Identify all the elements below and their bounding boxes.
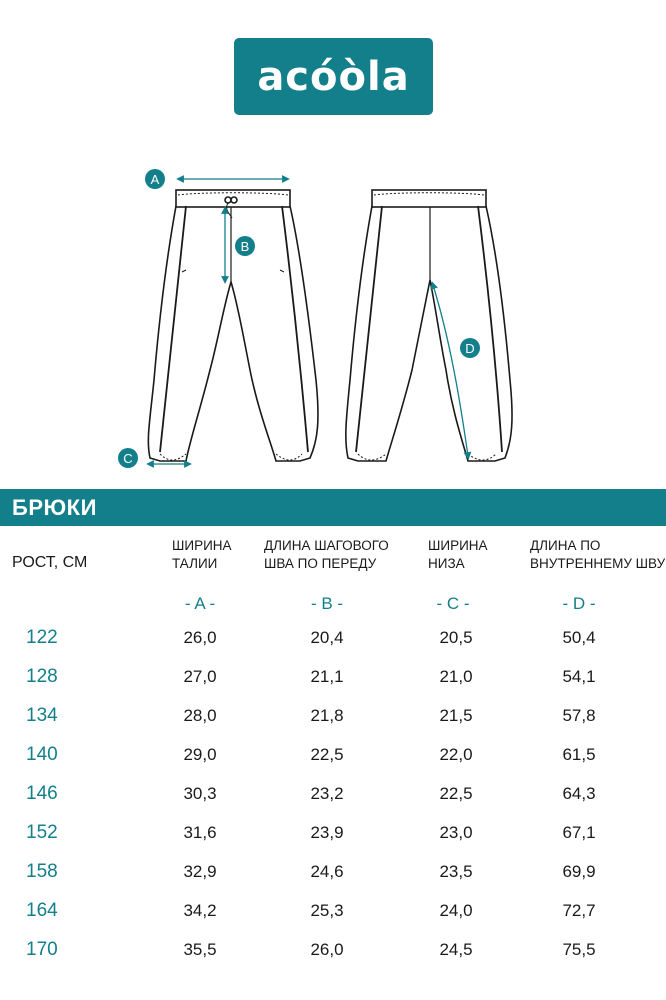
code-col-d: - D - [562,594,596,613]
marker-a [145,169,165,189]
row-height: 140 [26,744,58,765]
back-view [346,190,512,461]
cell-d: 72,7 [562,901,596,920]
cell-a: 28,0 [183,706,217,725]
cell-b: 21,8 [310,706,344,725]
cell-d: 67,1 [562,823,596,842]
cell-c: 22,5 [439,784,473,803]
cell-b: 23,2 [310,784,344,803]
cell-c: 21,5 [439,706,473,725]
front-view [148,190,318,461]
cell-d: 64,3 [562,784,596,803]
row-height: 152 [26,822,58,843]
cell-c: 23,0 [439,823,473,842]
cell-d: 50,4 [562,628,596,647]
cell-b: 25,3 [310,901,344,920]
marker-b [235,236,255,256]
front-pants-outline [148,206,318,461]
table-row [0,939,666,978]
cell-a: 27,0 [183,667,217,686]
cell-d: 57,8 [562,706,596,725]
cell-b: 26,0 [310,940,344,959]
back-pants-outline [346,206,512,461]
table-row [0,627,666,666]
header-col-d: ДЛИНА ПО ВНУТРЕННЕМУ ШВУ [530,538,666,571]
cell-a: 31,6 [183,823,217,842]
svg-text:B: B [240,239,250,254]
cell-b: 23,9 [310,823,344,842]
logo-text: acóòla [257,53,410,100]
code-col-b: - B - [310,594,344,613]
header-col-a: ШИРИНА ТАЛИИ [172,538,232,571]
table-row [0,822,666,861]
cell-a: 32,9 [183,862,217,881]
section-title: БРЮКИ [12,494,97,520]
cell-d: 61,5 [562,745,596,764]
row-height: 158 [26,861,58,882]
svg-text:D: D [465,341,475,356]
cell-d: 54,1 [562,667,596,686]
marker-d [460,338,480,358]
table-row [0,744,666,783]
cell-a: 30,3 [183,784,217,803]
header-col-c: ШИРИНА НИЗА [428,538,488,571]
row-height: 122 [26,627,58,648]
cell-a: 35,5 [183,940,217,959]
row-height: 164 [26,900,58,921]
row-height: 146 [26,783,58,804]
cell-a: 34,2 [183,901,217,920]
table-row [0,783,666,822]
row-height: 128 [26,666,58,687]
code-col-c: - C - [436,594,470,613]
cell-d: 75,5 [562,940,596,959]
row-height: 134 [26,705,58,726]
cell-c: 21,0 [439,667,473,686]
code-col-a: - A - [184,594,216,613]
header-height: РОСТ, СМ [12,554,88,571]
header-col-b: ДЛИНА ШАГОВОГО ШВА ПО ПЕРЕДУ [264,538,389,571]
cell-b: 24,6 [310,862,344,881]
cell-a: 26,0 [183,628,217,647]
cell-a: 29,0 [183,745,217,764]
cell-c: 20,5 [439,628,473,647]
table-row [0,861,666,900]
row-height: 170 [26,939,58,960]
brand-logo [234,38,433,115]
cell-c: 23,5 [439,862,473,881]
table-row [0,666,666,705]
back-waistband [372,190,486,207]
svg-text:C: C [123,451,133,466]
cell-b: 22,5 [310,745,344,764]
size-table [0,526,666,1000]
cell-b: 21,1 [310,667,344,686]
cell-c: 24,0 [439,901,473,920]
section-title-bar [0,489,666,526]
marker-c [118,448,138,468]
cell-b: 20,4 [310,628,344,647]
cell-d: 69,9 [562,862,596,881]
table-row [0,705,666,744]
table-row [0,900,666,939]
svg-text:A: A [150,172,160,187]
cell-c: 22,0 [439,745,473,764]
pants-technical-drawing [0,140,666,480]
cell-c: 24,5 [439,940,473,959]
